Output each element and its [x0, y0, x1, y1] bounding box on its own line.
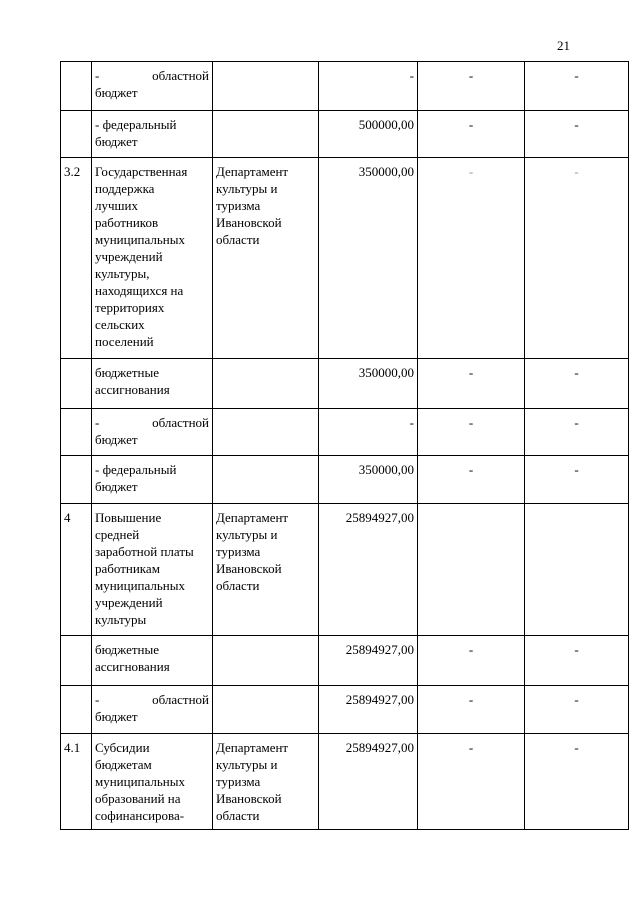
item-name: Повышение средней заработной платы работникам муниципальных учреждений культуры [92, 504, 213, 636]
item-name: - областной бюджет [92, 686, 213, 734]
amount: - [319, 409, 418, 456]
amount: 350000,00 [319, 158, 418, 359]
value-col-6: - [525, 734, 629, 830]
row-number [61, 686, 92, 734]
value-col-6: - [525, 62, 629, 111]
row-number [61, 62, 92, 111]
amount: 25894927,00 [319, 734, 418, 830]
row-number [61, 359, 92, 409]
budget-table [60, 61, 629, 830]
table-row [61, 359, 629, 409]
table-row [61, 158, 629, 359]
item-name: - областной бюджет [92, 62, 213, 111]
value-col-5: - [418, 456, 525, 504]
item-name: Субсидии бюджетам муниципальных образований на софинансирова- [92, 734, 213, 830]
table-row [61, 111, 629, 158]
row-number [61, 111, 92, 158]
value-col-6 [525, 504, 629, 636]
department [213, 62, 319, 111]
department [213, 636, 319, 686]
amount: 25894927,00 [319, 636, 418, 686]
value-col-5: - [418, 734, 525, 830]
row-number [61, 456, 92, 504]
table-row [61, 409, 629, 456]
value-col-5: - [418, 636, 525, 686]
department [213, 111, 319, 158]
item-name: Государственная поддержка лучших работников муниципальных учреждений культуры, находящихся на территориях сельских поселений [92, 158, 213, 359]
row-number: 3.2 [61, 158, 92, 359]
value-col-6: - [525, 111, 629, 158]
value-col-6: - [525, 456, 629, 504]
value-col-5: - [418, 359, 525, 409]
table-row [61, 734, 629, 830]
row-number: 4 [61, 504, 92, 636]
value-col-5: - [418, 409, 525, 456]
value-col-6: - [525, 359, 629, 409]
department [213, 359, 319, 409]
item-name: - федеральный бюджет [92, 456, 213, 504]
value-col-5: - [418, 62, 525, 111]
amount: - [319, 62, 418, 111]
value-col-5: - [418, 686, 525, 734]
table-row [61, 456, 629, 504]
table-row [61, 686, 629, 734]
row-number [61, 409, 92, 456]
item-name: бюджетные ассигнования [92, 359, 213, 409]
value-col-6: - [525, 158, 629, 359]
row-number: 4.1 [61, 734, 92, 830]
amount: 350000,00 [319, 456, 418, 504]
item-name: - федеральный бюджет [92, 111, 213, 158]
department: Департамент культуры и туризма Ивановской области [213, 504, 319, 636]
amount: 350000,00 [319, 359, 418, 409]
item-name: бюджетные ассигнования [92, 636, 213, 686]
table-row [61, 636, 629, 686]
row-number [61, 636, 92, 686]
department [213, 686, 319, 734]
amount: 500000,00 [319, 111, 418, 158]
value-col-5: - [418, 158, 525, 359]
value-col-6: - [525, 686, 629, 734]
value-col-5: - [418, 111, 525, 158]
value-col-6: - [525, 409, 629, 456]
item-name: - областной бюджет [92, 409, 213, 456]
department: Департамент культуры и туризма Ивановской области [213, 734, 319, 830]
amount: 25894927,00 [319, 504, 418, 636]
department [213, 456, 319, 504]
page-number: 21 [557, 38, 570, 53]
value-col-6: - [525, 636, 629, 686]
department [213, 409, 319, 456]
table-row [61, 504, 629, 636]
department: Департамент культуры и туризма Ивановской области [213, 158, 319, 359]
amount: 25894927,00 [319, 686, 418, 734]
value-col-5 [418, 504, 525, 636]
table-row [61, 62, 629, 111]
